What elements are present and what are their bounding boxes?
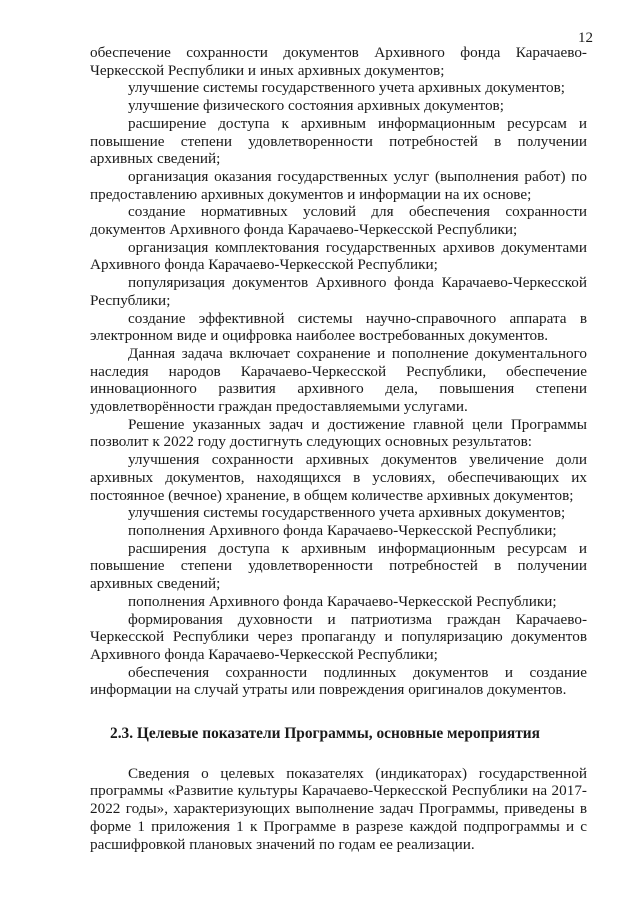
- paragraph: Решение указанных задач и достижение главной цели Программы позволит к 2022 году достигнуть следующих основных результатов:: [90, 415, 587, 451]
- paragraph: организация комплектования государственных архивов документами Архивного фонда Карачаево-Черкесской Республики;: [90, 238, 587, 274]
- paragraph: расширение доступа к архивным информационным ресурсам и повышение степени удовлетворенности потребностей в получении архивных сведений;: [90, 114, 587, 168]
- paragraph: пополнения Архивного фонда Карачаево-Черкесской Республики;: [128, 521, 557, 539]
- paragraph: улучшения системы государственного учета архивных документов;: [128, 504, 566, 522]
- paragraph: создание нормативных условий для обеспечения сохранности документов Архивного фонда Карачаево-Черкесской Республики;: [90, 203, 587, 239]
- closing-paragraph: Сведения о целевых показателях (индикаторах) государственной программы «Развитие культуры Карачаево-Черкесской Республики на 2017-2022 годы», характеризующих выполнение задач Программы, приведены в форме 1 приложения 1 к Программе в разрезе каждой подпрограммы и с расшифровкой плановых значений по годам ее реализации.: [90, 764, 587, 853]
- paragraph: улучшение системы государственного учета архивных документов;: [128, 79, 565, 97]
- paragraph: Данная задача включает сохранение и пополнение документального наследия народов Карачаево-Черкесской Республики, обеспечение инновационного развития архивного дела, повышения степени удовлетворённости граждан предоставляемыми услугами.: [90, 344, 587, 416]
- section-heading: 2.3. Целевые показатели Программы, основные мероприятия: [110, 725, 540, 743]
- paragraph: улучшение физического состояния архивных документов;: [128, 97, 504, 115]
- page-number: 12: [578, 30, 593, 46]
- paragraph: пополнения Архивного фонда Карачаево-Черкесской Республики;: [128, 592, 557, 610]
- paragraph: улучшения сохранности архивных документов увеличение доли архивных документов, находящихся в условиях, обеспечивающих их постоянное (вечное) хранение, в общем количестве архивных документов;: [90, 451, 587, 504]
- page-body: [90, 44, 587, 853]
- paragraph: формирования духовности и патриотизма граждан Карачаево-Черкесской Республики через пропаганду и популяризацию документов Архивного фонда Карачаево-Черкесской Республики;: [90, 610, 587, 663]
- paragraph: обеспечения сохранности подлинных документов и создание информации на случай утраты или повреждения оригиналов документов.: [90, 663, 587, 699]
- paragraph: обеспечение сохранности документов Архивного фонда Карачаево-Черкесской Республики и иных архивных документов;: [90, 44, 587, 79]
- paragraph: расширения доступа к архивным информационным ресурсам и повышение степени удовлетворенности потребностей в получении архивных сведений;: [90, 539, 587, 593]
- paragraph: создание эффективной системы научно-справочного аппарата в электронном виде и оцифровка наиболее востребованных документов.: [90, 309, 587, 345]
- paragraph: популяризация документов Архивного фонда Карачаево-Черкесской Республики;: [90, 274, 587, 309]
- paragraph: организация оказания государственных услуг (выполнения работ) по предоставлению архивных документов и информации на их основе;: [90, 167, 587, 203]
